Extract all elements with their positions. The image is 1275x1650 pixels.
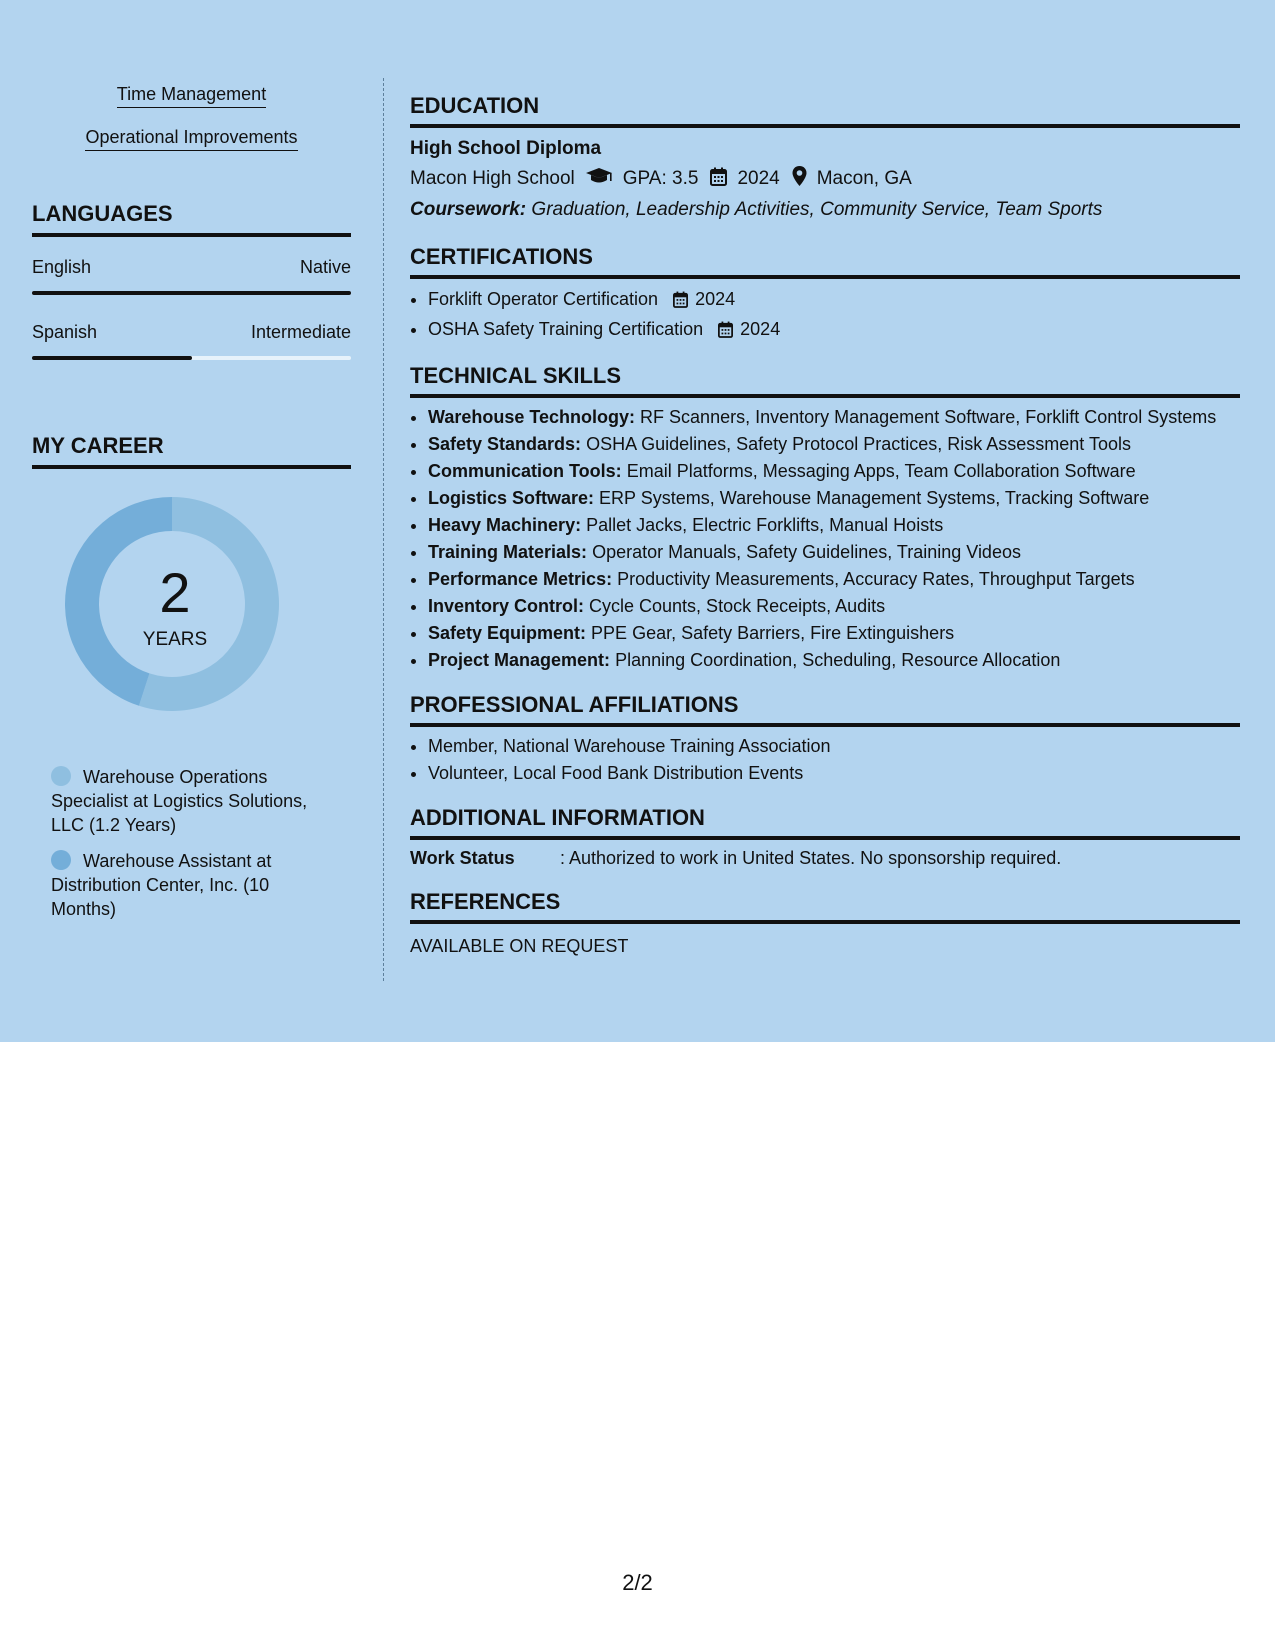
career-total-unit: YEARS (142, 629, 208, 650)
career-heading: MY CAREER (32, 433, 351, 469)
list-item (428, 431, 1240, 458)
skill-label: Project Management: (428, 650, 611, 670)
skill-label: Warehouse Technology: (428, 407, 636, 427)
career-legend (32, 763, 351, 921)
skill-operational-improvements: Operational Improvements (85, 127, 297, 151)
certifications-heading: CERTIFICATIONS (410, 244, 1240, 279)
skill-label: Heavy Machinery: (428, 515, 582, 535)
list-item (428, 485, 1240, 512)
skill-value: OSHA Guidelines, Safety Protocol Practices, Risk Assessment Tools (586, 434, 1131, 454)
language-name: Spanish (32, 322, 98, 342)
skill-value: PPE Gear, Safety Barriers, Fire Extinguishers (591, 623, 955, 643)
list-item (428, 316, 1240, 346)
calendar-icon (718, 319, 733, 346)
education-location: Macon, GA (816, 168, 912, 189)
education-gpa: GPA: 3.5 (622, 168, 699, 189)
language-level: Intermediate (250, 322, 351, 342)
career-legend-item (51, 763, 351, 837)
page-number: 2/2 (622, 1570, 653, 1595)
list-item (428, 647, 1240, 674)
list-item (428, 458, 1240, 485)
additional-info-heading: ADDITIONAL INFORMATION (410, 805, 1240, 840)
language-bar-fill (32, 291, 351, 295)
calendar-icon (673, 289, 688, 316)
career-donut-chart (32, 489, 351, 729)
skill-value: RF Scanners, Inventory Management Software, Forklift Control Systems (640, 407, 1217, 427)
map-pin-icon (792, 166, 807, 192)
skill-label: Training Materials: (428, 542, 588, 562)
list-item (428, 512, 1240, 539)
career-legend-item (51, 847, 351, 921)
work-status-value: : Authorized to work in United States. No sponsorship required. (560, 848, 1062, 868)
skill-label: Safety Equipment: (428, 623, 587, 643)
career-item-label: Warehouse Assistant at Distribution Center, Inc. (10 Months) (51, 851, 272, 919)
affiliations-list (410, 733, 1240, 787)
list-item (428, 566, 1240, 593)
column-divider (383, 78, 384, 981)
language-level: Native (299, 257, 351, 277)
skill-value: Planning Coordination, Scheduling, Resource Allocation (615, 650, 1061, 670)
certification-name: Forklift Operator Certification (428, 289, 659, 309)
skill-label: Logistics Software: (428, 488, 595, 508)
list-item: • Volunteer, Local Food Bank Distribution Events (428, 760, 1240, 787)
coursework-value: Graduation, Leadership Activities, Community Service, Team Sports (531, 199, 1103, 220)
references-heading: REFERENCES (410, 889, 1240, 924)
work-status-label: Work Status (410, 848, 515, 868)
affiliations-heading: PROFESSIONAL AFFILIATIONS (410, 692, 1240, 727)
technical-skills-heading: TECHNICAL SKILLS (410, 363, 1240, 398)
language-bar (32, 291, 351, 295)
skill-value: ERP Systems, Warehouse Management Systems, Tracking Software (599, 488, 1150, 508)
education-year: 2024 (737, 168, 780, 189)
education-coursework (410, 199, 1240, 221)
language-english (32, 257, 351, 295)
certification-year: 2024 (740, 319, 781, 339)
legend-dot-icon (51, 766, 71, 786)
education-degree: High School Diploma (410, 138, 602, 159)
skill-value: Productivity Measurements, Accuracy Rates, Throughput Targets (617, 569, 1135, 589)
list-item (428, 539, 1240, 566)
list-item (428, 593, 1240, 620)
technical-skills-list (410, 404, 1240, 674)
calendar-icon (710, 167, 727, 192)
education-school: Macon High School (410, 168, 575, 189)
skill-label: Inventory Control: (428, 596, 584, 616)
coursework-label: Coursework: (410, 199, 527, 220)
career-total-value: 2 (159, 561, 191, 624)
list-item (428, 404, 1240, 431)
left-column (32, 84, 351, 921)
certifications-list (410, 286, 1240, 346)
language-bar-fill (32, 356, 192, 360)
list-item (428, 620, 1240, 647)
career-item-label: Warehouse Operations Specialist at Logistics Solutions, LLC (1.2 Years) (51, 767, 308, 835)
references-text: AVAILABLE ON REQUEST (410, 936, 629, 956)
work-status-row (410, 848, 1240, 869)
skill-label: Performance Metrics: (428, 569, 613, 589)
list-item (428, 286, 1240, 316)
skill-label: Communication Tools: (428, 461, 622, 481)
language-bar (32, 356, 351, 360)
skill-value: Email Platforms, Messaging Apps, Team Collaboration Software (626, 461, 1136, 481)
right-column (410, 93, 1240, 957)
education-details (410, 166, 1240, 192)
education-heading: EDUCATION (410, 93, 1240, 128)
skill-label: Safety Standards: (428, 434, 582, 454)
skill-value: Pallet Jacks, Electric Forklifts, Manual Hoists (586, 515, 944, 535)
skill-value: Operator Manuals, Safety Guidelines, Training Videos (592, 542, 1021, 562)
certification-year: 2024 (695, 289, 736, 309)
list-item: • Member, National Warehouse Training Association (428, 733, 1240, 760)
skill-value: Cycle Counts, Stock Receipts, Audits (589, 596, 886, 616)
language-name: English (32, 257, 92, 277)
skill-time-management: Time Management (117, 84, 266, 108)
certification-name: OSHA Safety Training Certification (428, 319, 704, 339)
graduation-cap-icon (585, 167, 613, 191)
legend-dot-icon (51, 850, 71, 870)
language-spanish (32, 322, 351, 360)
languages-heading: LANGUAGES (32, 201, 351, 237)
